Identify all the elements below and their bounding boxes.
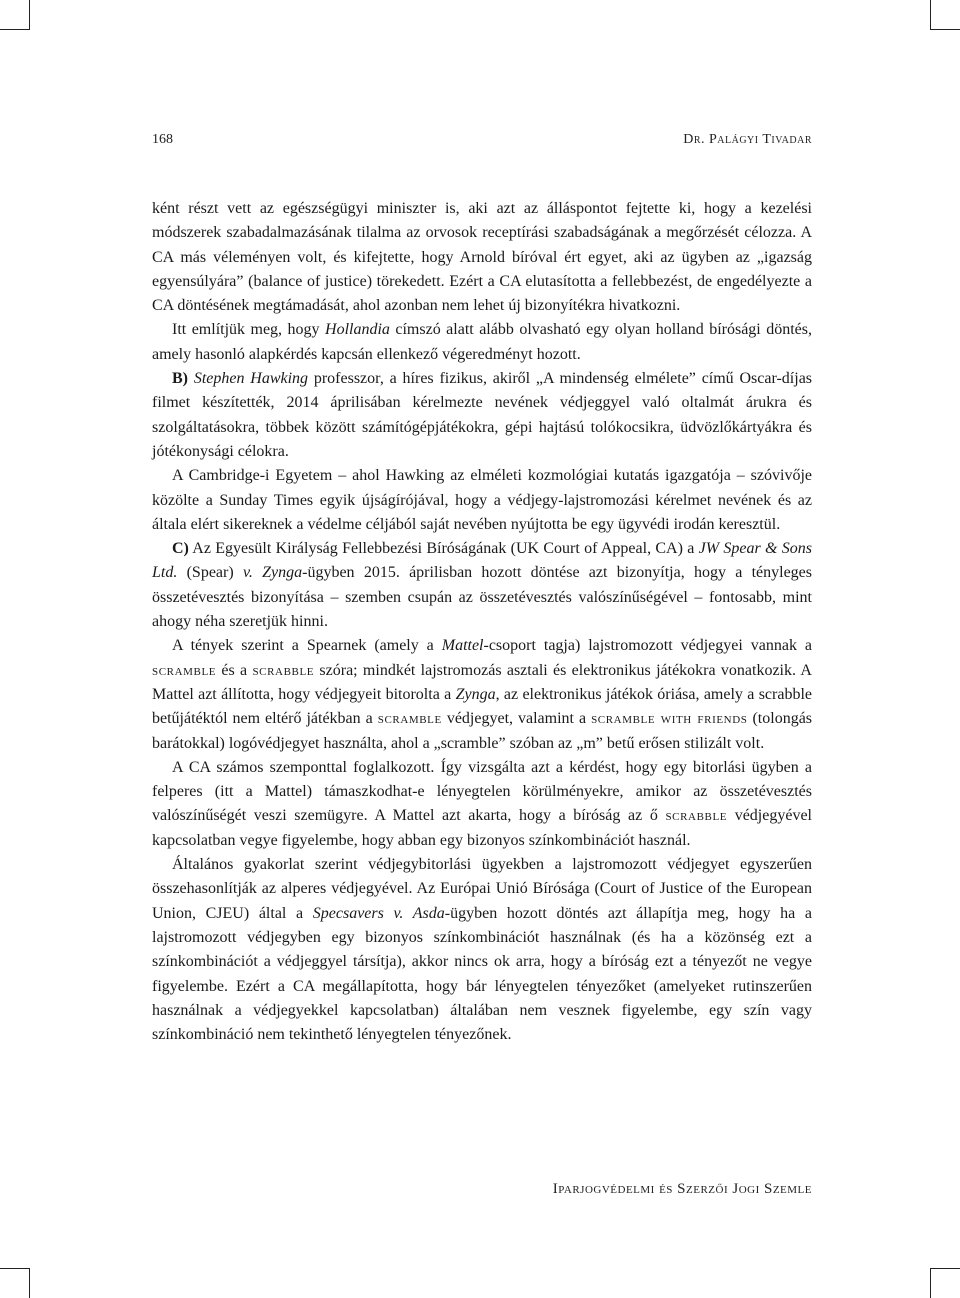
italic-term: Hollandia: [325, 321, 390, 339]
paragraph-text: védjegyet, valamint a: [441, 710, 592, 728]
italic-term: v. Zynga: [242, 564, 303, 582]
italic-term: JW Spear & Sons Ltd.: [152, 540, 812, 582]
crop-mark: [930, 0, 931, 30]
journal-footer: Iparjogvédelmi és Szerzői Jogi Szemle: [552, 1181, 812, 1197]
italic-term: Zynga: [455, 685, 496, 703]
paragraph-text: ként részt vett az egészségügyi miniszter is, aki azt az álláspontot fejtette ki, hogy a kezelési módszerek szabadalmazásának tilalma az orvosok receptírási szabadságának a megőrzését célozza. A CA más véleményen volt, és kifejtette, hogy Arnold bíróval ért egyet, aki az ügyben az „igazság egyensúlyára” (balance of justice) törekedett. Ezért a CA elutasította a fellebbezést, de engedélyezte a CA döntésének megtámadását, ahol azonban nem lehet új bizonyítékra hivatkozni.: [152, 200, 812, 315]
crop-mark: [930, 1268, 931, 1298]
article-body: [152, 197, 812, 1047]
page-header: [152, 132, 812, 152]
page-number: 168: [152, 132, 173, 147]
paragraph-text: szóra; mindkét lajstromozás asztali és elektronikus játékokra vonatkozik. A Mattel azt állította, hogy védjegyeit bitorolta a: [152, 661, 812, 703]
paragraph-text: (tolongás barátokkal) logóvédjegyet használta, ahol a „scramble” szóban az „m” betű erősen stilizált volt.: [152, 710, 813, 752]
trademark-term: scramble with friends: [591, 710, 748, 728]
crop-mark: [930, 29, 960, 30]
paragraph-2: [152, 318, 812, 367]
section-label: B): [172, 370, 188, 388]
paragraph-text: Általános gyakorlat szerint védjegybitorlási ügyekben a lajstromozott védjegyet egyszerűen összehasonlítják az alperes védjegyével. Az Európai Unió Bírósága (Court of Justice of the European Union, CJEU) által a: [152, 856, 812, 922]
trademark-term: scrabble: [252, 661, 315, 679]
paragraph-text: címszó alatt alább olvasható egy olyan holland bírósági döntés, amely hasonló alapkérdés kapcsán ellenkező végeredményt hozott.: [152, 321, 813, 363]
paragraph-text: -csoport tagja) lajstromozott védjegyei vannak a: [483, 637, 813, 655]
paragraph-8: [152, 853, 812, 1047]
trademark-term: scrabble: [665, 807, 728, 825]
crop-mark: [0, 1268, 30, 1269]
italic-term: Mattel: [441, 637, 484, 655]
paragraph-3: [152, 367, 812, 464]
paragraph-text: A tények szerint a Spearnek (amely a: [172, 637, 442, 655]
paragraph-text: és a: [216, 661, 253, 679]
paragraph-text: professzor, a híres fizikus, akiről „A mindenség elmélete” című Oscar-díjas filmet készítették, 2014 áprilisában kérelmezte nevének védjeggyel való oltalmát árukra és szolgáltatásokra, többek között számítógépjátékokra, gépi hajtású tolókocsikra, üdvözlőkártyákra és jótékonysági célokra.: [152, 370, 813, 460]
paragraph-text: Az Egyesült Királyság Fellebbezési Bíróságának (UK Court of Appeal, CA) a: [188, 540, 699, 558]
paragraph-text: A Cambridge-i Egyetem – ahol Hawking az elméleti kozmológiai kutatás igazgatója – szóvivője közölte a Sunday Times egyik újságírójával, hogy a védjegy-lajstromozási kérelmet nevének és az általa elért sikereknek a védelme céljából saját nevében nyújtotta be egy ügyvédi irodán keresztül.: [152, 467, 812, 533]
paragraph-4: [152, 464, 812, 537]
paragraph-6: [152, 634, 812, 755]
paragraph-5: [152, 537, 812, 634]
paragraph-text: (Spear): [177, 564, 243, 582]
running-title: Dr. Palágyi Tivadar: [683, 132, 812, 147]
section-label: C): [172, 540, 189, 558]
paragraph-text: Itt említjük meg, hogy: [172, 321, 326, 339]
paragraph-text: védjegyével kapcsolatban vegye figyelembe, hogy abban egy bizonyos színkombinációt használ.: [152, 807, 813, 849]
paragraph-text: -ügyben hozott döntés azt állapítja meg, hogy ha a lajstromozott védjegyben egy bizonyos színkombinációt használnak (és ha a közönség ezt a színkombinációt a védjeggyel társítja), akkor nincs ok arra, hogy a bíróság ezt a tényezőt ne vegye figyelembe. Ezért a CA megállapította, hogy bár lényegtelen tényezőket (amelyeket rutinszerűen használnak a védjegyekkel kapcsolatban) általában nem vesznek figyelembe, egy szín vagy színkombináció nem tekinthető lényegtelen tényezőnek.: [152, 904, 813, 1044]
trademark-term: scramble: [152, 661, 217, 679]
crop-mark: [930, 1268, 960, 1269]
italic-term: Stephen Hawking: [193, 370, 309, 388]
paragraph-text: -ügyben 2015. áprilisban hozott döntése azt bizonyítja, hogy a tényleges összetévesztés bizonyítása – szemben csupán az összetévesztés valószínűségével – fontosabb, mint ahogy néha szeretjük hinni.: [152, 564, 812, 631]
crop-mark: [29, 1268, 30, 1298]
crop-mark: [0, 29, 30, 30]
trademark-term: scramble: [377, 710, 442, 728]
paragraph-text: A CA számos szemponttal foglalkozott. Így vizsgálta azt a kérdést, hogy egy bitorlási ügyben a felperes (itt a Mattel) támaszkodhat-e lényegtelen körülményekre, amikor az összetévesztés valószínűségét veszi szemügyre. A Mattel azt akarta, hogy a bíróság az ő: [152, 758, 812, 825]
paragraph-7: [152, 756, 812, 853]
crop-mark: [29, 0, 30, 30]
paragraph-1: [152, 197, 812, 318]
italic-term: Specsavers v. Asda: [312, 904, 445, 922]
paragraph-text: , az elektronikus játékok óriása, amely a scrabble betűjátéktól nem eltérő játékban a: [152, 685, 813, 728]
